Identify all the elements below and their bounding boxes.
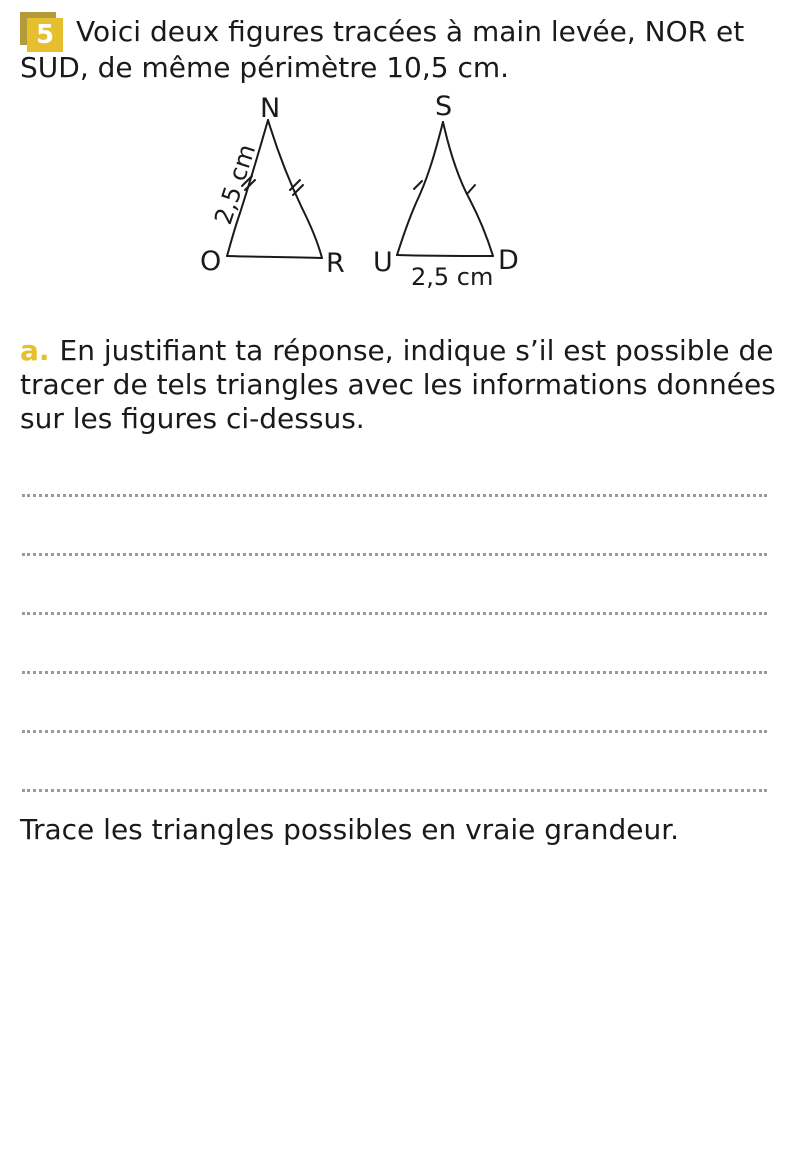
side-label-ud: 2,5 cm	[411, 263, 494, 291]
vertex-o: O	[200, 246, 222, 277]
side-or	[227, 256, 322, 258]
vertex-d: D	[498, 245, 519, 276]
side-su	[397, 122, 443, 255]
answer-line[interactable]	[22, 789, 767, 792]
tick-su	[414, 181, 422, 189]
question-text: En justifiant ta réponse, indique s’il est possible de tracer de tels triangles avec les informations données sur les figures ci-dessus.	[20, 334, 776, 435]
vertex-u: U	[373, 247, 393, 278]
tick-sd	[467, 185, 475, 194]
vertex-n: N	[260, 93, 281, 124]
answer-line[interactable]	[22, 671, 767, 674]
answer-line[interactable]	[22, 494, 767, 497]
triangle-figures	[190, 88, 550, 298]
instruction-text: Trace les triangles possibles en vraie grandeur.	[20, 813, 680, 846]
question-a	[20, 334, 790, 436]
side-label-no: 2,5 cm	[209, 140, 262, 228]
exercise-number: 5	[27, 18, 63, 52]
side-ud	[397, 255, 493, 256]
answer-line[interactable]	[22, 612, 767, 615]
vertex-r: R	[326, 248, 345, 279]
answer-lines[interactable]	[22, 494, 767, 848]
vertex-s: S	[435, 91, 453, 122]
exercise-intro: Voici deux figures tracées à main levée, NOR et SUD, de même périmètre 10,5 cm.	[20, 15, 745, 84]
triangle-sud	[397, 122, 493, 256]
question-letter: a.	[20, 334, 50, 367]
answer-line[interactable]	[22, 730, 767, 733]
answer-line[interactable]	[22, 553, 767, 556]
side-sd	[443, 122, 493, 256]
side-nr	[268, 120, 322, 258]
